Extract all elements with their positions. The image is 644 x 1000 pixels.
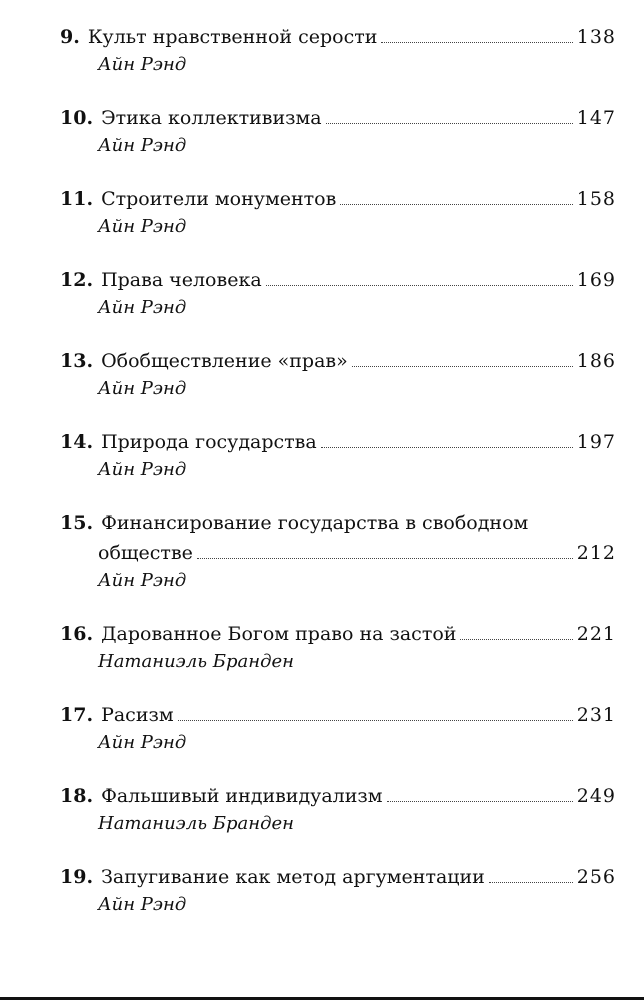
toc-entry-line <box>60 781 616 811</box>
toc-entry-line <box>60 346 616 376</box>
toc-entry <box>60 427 616 483</box>
page-number: 249 <box>576 785 616 807</box>
dot-leader <box>197 558 573 559</box>
page-number: 158 <box>576 188 616 210</box>
dot-leader <box>340 204 572 205</box>
chapter-author: Натаниэль Бранден <box>98 651 294 672</box>
dot-leader <box>321 447 573 448</box>
chapter-number: 19. <box>60 866 94 888</box>
page-number: 231 <box>576 704 616 726</box>
page-number: 147 <box>576 107 616 129</box>
chapter-title: Этика коллективизма <box>101 107 322 129</box>
table-of-contents <box>60 22 616 943</box>
chapter-number: 12. <box>60 269 94 291</box>
toc-entry <box>60 265 616 321</box>
chapter-number: 10. <box>60 107 94 129</box>
page-number: 138 <box>576 26 616 48</box>
dot-leader <box>266 285 573 286</box>
toc-entry <box>60 781 616 837</box>
chapter-title: Запугивание как метод аргументации <box>101 866 485 888</box>
toc-entry-line <box>60 862 616 892</box>
chapter-number: 14. <box>60 431 94 453</box>
page-number: 212 <box>576 542 616 564</box>
chapter-author: Айн Рэнд <box>98 732 187 753</box>
dot-leader <box>381 42 572 43</box>
chapter-title: Фальшивый индивидуализм <box>101 785 383 807</box>
toc-entry-line <box>60 700 616 730</box>
dot-leader <box>352 366 573 367</box>
chapter-title: Права человека <box>101 269 262 291</box>
chapter-title: Дарованное Богом право на застой <box>101 623 457 645</box>
toc-entry <box>60 508 616 594</box>
chapter-number: 18. <box>60 785 94 807</box>
chapter-author: Айн Рэнд <box>98 570 187 591</box>
chapter-number: 9. <box>60 26 80 48</box>
chapter-title: Строители монументов <box>101 188 337 210</box>
chapter-title: Природа государства <box>101 431 317 453</box>
page-number: 221 <box>576 623 616 645</box>
toc-entry-line <box>60 427 616 457</box>
chapter-author: Натаниэль Бранден <box>98 813 294 834</box>
chapter-title: Культ нравственной серости <box>87 26 378 48</box>
chapter-title: Обобществление «прав» <box>101 350 348 372</box>
chapter-author: Айн Рэнд <box>98 378 187 399</box>
chapter-author: Айн Рэнд <box>98 54 187 75</box>
chapter-number: 13. <box>60 350 94 372</box>
toc-entry-line <box>60 22 616 52</box>
chapter-author: Айн Рэнд <box>98 135 187 156</box>
chapter-title: Финансирование государства в свободном <box>101 512 529 534</box>
toc-entry-line <box>60 184 616 214</box>
toc-entry-line <box>60 265 616 295</box>
chapter-title: Расизм <box>101 704 174 726</box>
page-number: 169 <box>576 269 616 291</box>
chapter-number: 11. <box>60 188 94 210</box>
toc-entry <box>60 103 616 159</box>
toc-entry-line <box>60 508 616 538</box>
chapter-author: Айн Рэнд <box>98 894 187 915</box>
page-number: 256 <box>576 866 616 888</box>
toc-entry <box>60 184 616 240</box>
chapter-title-continued: обществе <box>98 542 193 564</box>
page-number: 197 <box>576 431 616 453</box>
chapter-author: Айн Рэнд <box>98 297 187 318</box>
toc-entry <box>60 346 616 402</box>
dot-leader <box>387 801 573 802</box>
toc-entry <box>60 22 616 78</box>
chapter-author: Айн Рэнд <box>98 459 187 480</box>
chapter-number: 16. <box>60 623 94 645</box>
toc-entry <box>60 700 616 756</box>
chapter-author: Айн Рэнд <box>98 216 187 237</box>
dot-leader <box>326 123 573 124</box>
toc-entry <box>60 862 616 918</box>
chapter-number: 15. <box>60 512 94 534</box>
page-number: 186 <box>576 350 616 372</box>
toc-entry-line-continued <box>60 538 616 568</box>
toc-entry <box>60 619 616 675</box>
toc-entry-line <box>60 103 616 133</box>
dot-leader <box>489 882 573 883</box>
toc-entry-line <box>60 619 616 649</box>
dot-leader <box>460 639 572 640</box>
chapter-number: 17. <box>60 704 94 726</box>
dot-leader <box>178 720 573 721</box>
